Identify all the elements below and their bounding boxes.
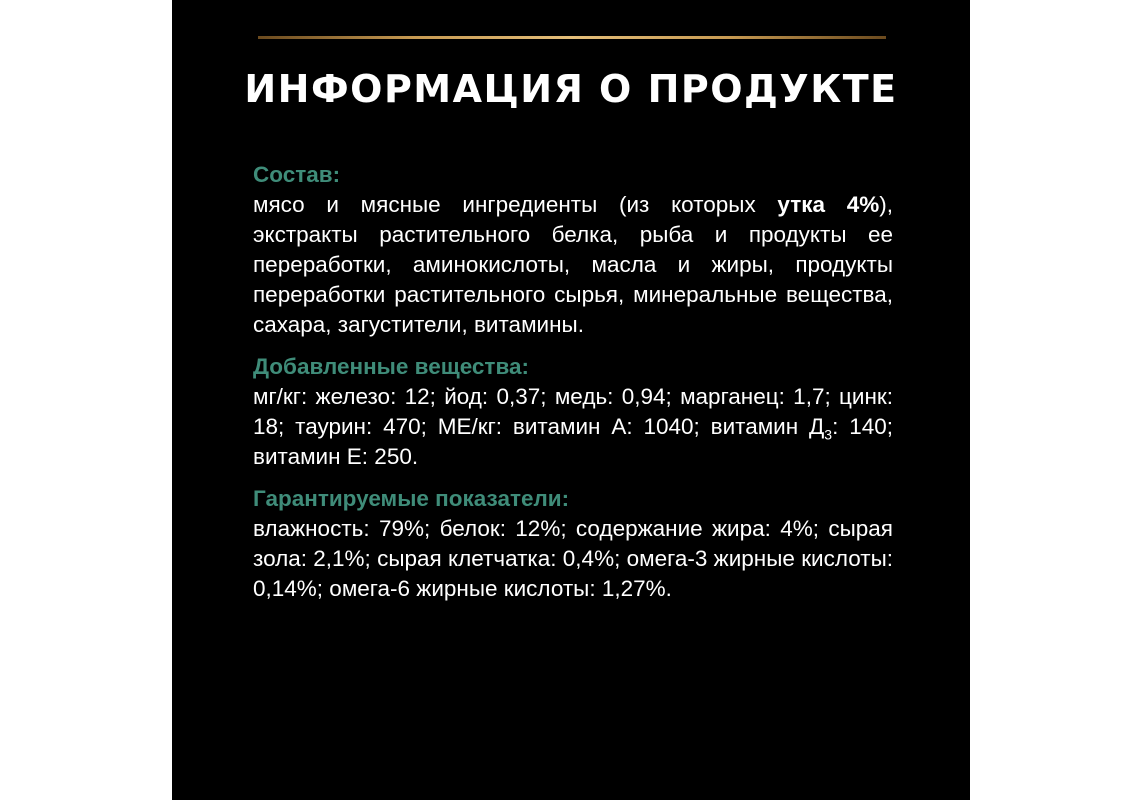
- composition-section: [253, 160, 893, 340]
- vitamin-d-subscript: 3: [824, 426, 833, 443]
- composition-duck-highlight: утка 4%: [777, 192, 880, 217]
- guaranteed-heading: Гарантируемые показатели:: [253, 486, 570, 511]
- additives-text-end: : 140; витамин Е: 250.: [253, 414, 894, 469]
- product-info-content: [253, 160, 893, 616]
- additives-text: [253, 382, 893, 472]
- guaranteed-section: [253, 484, 893, 604]
- gold-divider: [258, 36, 886, 39]
- guaranteed-text: влажность: 79%; белок: 12%; содержание жира: 4%; сырая зола: 2,1%; сырая клетчатка: 0,4%; омега-3 жирные кислоты: 0,14%; омега-6 жирные кислоты: 1,27%.: [253, 516, 893, 601]
- additives-section: [253, 352, 893, 472]
- composition-heading: Состав:: [253, 162, 341, 187]
- additives-heading: Добавленные вещества:: [253, 354, 529, 379]
- composition-text: [253, 190, 893, 340]
- composition-text-end: ), экстракты растительного белка, рыба и продукты ее переработки, аминокислоты, масла и жиры, продукты переработки растительного сырья, минеральные вещества, сахара, загустители, витамины.: [253, 192, 893, 337]
- composition-text-start: мясо и мясные ингредиенты (из которых: [253, 192, 778, 217]
- additives-text-start: мг/кг: железо: 12; йод: 0,37; медь: 0,94; марганец: 1,7; цинк: 18; таурин: 470; МЕ/кг: витамин А: 1040; витамин Д: [253, 384, 893, 439]
- product-info-panel: [172, 0, 970, 800]
- page-title: ИНФОРМАЦИЯ О ПРОДУКТЕ: [244, 67, 898, 111]
